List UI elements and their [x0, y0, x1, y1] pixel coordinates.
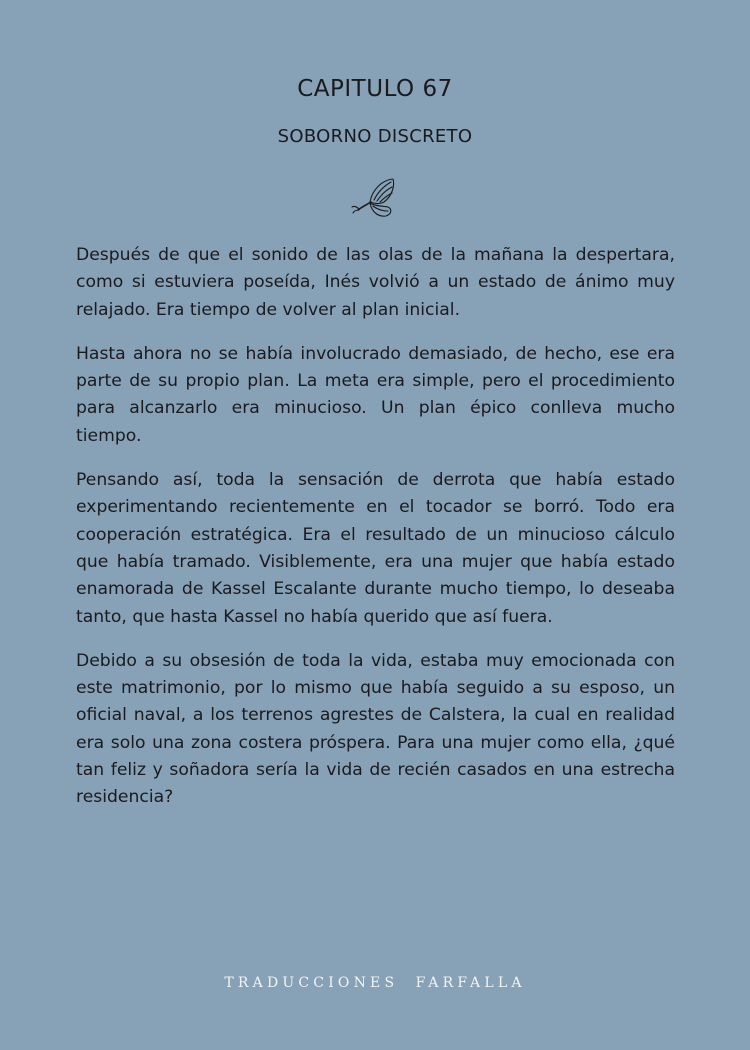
- paragraph: Después de que el sonido de las olas de la mañana la despertara, como si estuviera poseída, Inés volvió a un estado de ánimo muy relajado. Era tiempo de volver al plan inicial.: [76, 245, 675, 320]
- butterfly-icon: [350, 176, 400, 220]
- paragraph: Pensando así, toda la sensación de derrota que había estado experimentando recientemente en el tocador se borró. Todo era cooperación estratégica. Era el resultado de un minucioso cálculo que había tramado. Visiblemente, era una mujer que había estado enamorada de Kassel Escalante durante mucho tiempo, lo deseaba tanto, que hasta Kassel no había querido que así fuera.: [76, 470, 675, 627]
- paragraph: Hasta ahora no se había involucrado demasiado, de hecho, ese era parte de su propio plan. La meta era simple, pero el procedimiento para alcanzarlo era minucioso. Un plan épico conlleva mucho tiempo.: [76, 343, 675, 446]
- paragraph: Debido a su obsesión de toda la vida, estaba muy emocionada con este matrimonio, por lo mismo que había seguido a su esposo, un oficial naval, a los terrenos agrestes de Calstera, la cual en realidad era solo una zona costera próspera. Para una mujer como ella, ¿qué tan feliz y soñadora sería la vida de recién casados en una estrecha residencia?: [76, 650, 675, 808]
- chapter-title: CAPITULO 67: [297, 76, 453, 102]
- footer-credit: TRADUCCIONES FARFALLA: [224, 975, 526, 991]
- chapter-subtitle: SOBORNO DISCRETO: [277, 126, 473, 147]
- chapter-body: [76, 242, 675, 829]
